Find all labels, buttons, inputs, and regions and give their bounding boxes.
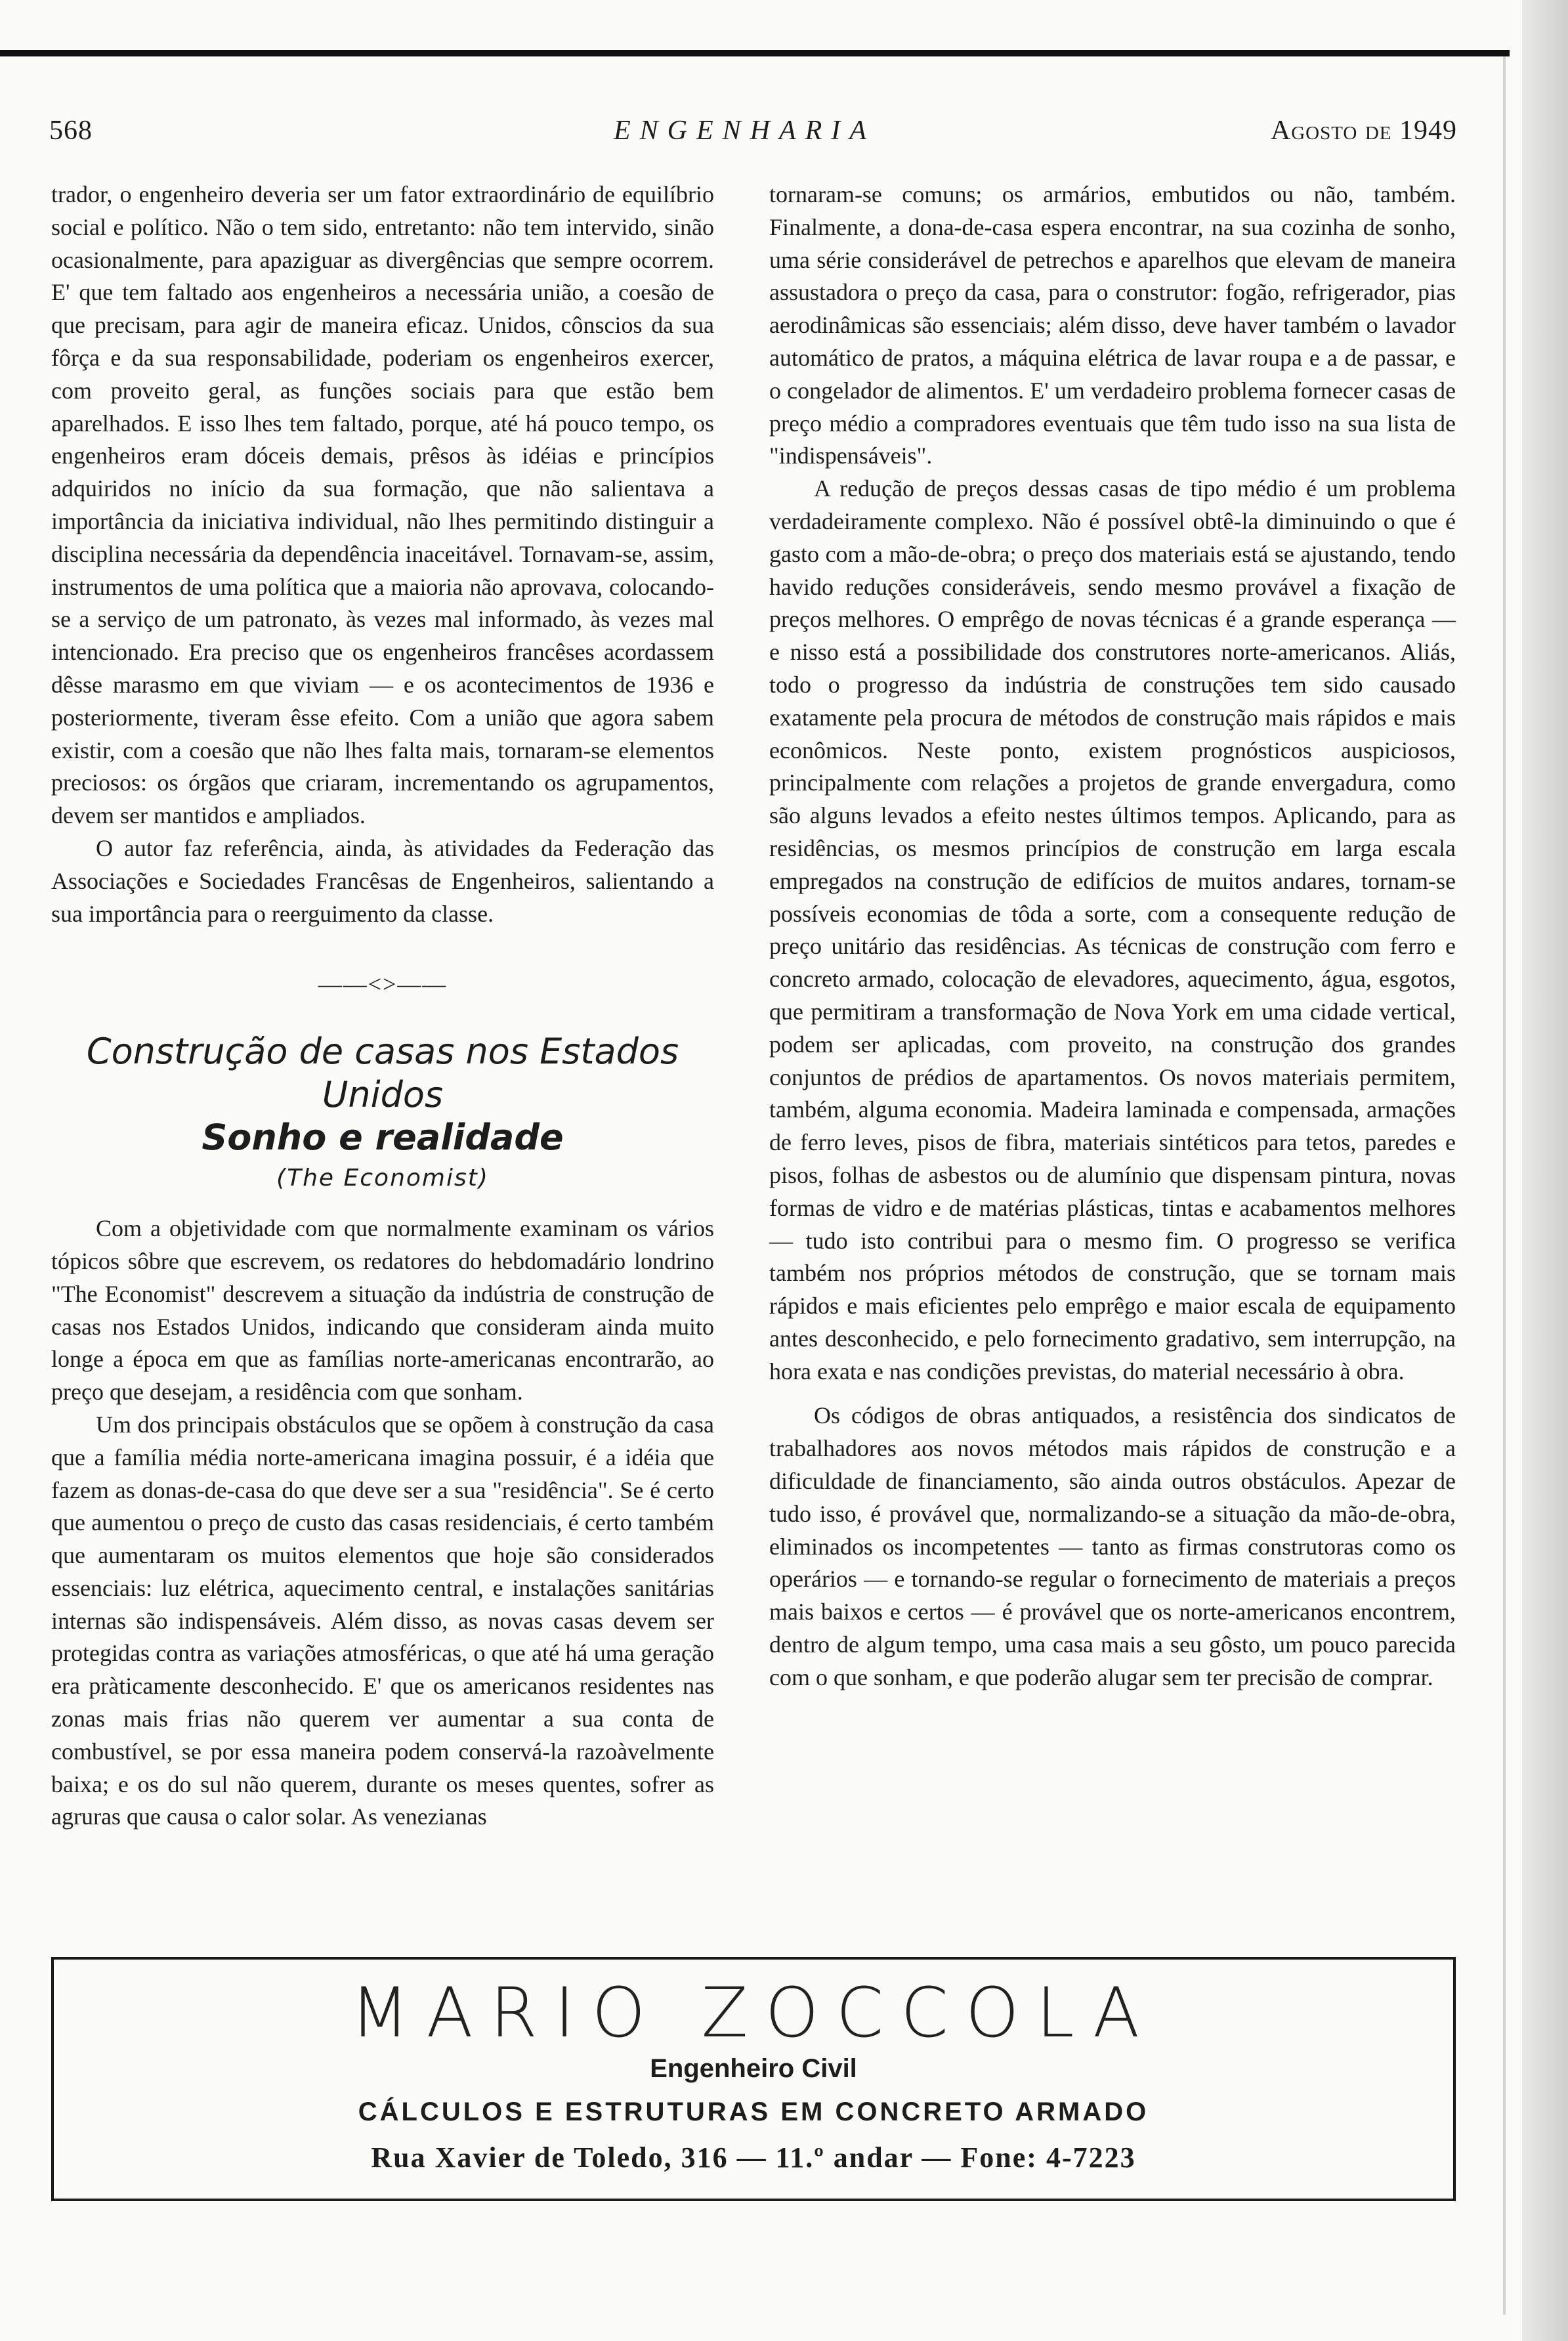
page-fold-line [1503,56,1506,2315]
advertisement-box [51,1957,1456,2201]
page-number: 568 [49,116,93,146]
article-paragraph: A redução de preços dessas casas de tipo médio é um problema verdadeiramente complexo. Não é possível obtê-la diminuindo o que é gasto com a mão-de-obra; o preço dos materiais está se ajustando, tendo havido reduções consideráveis, sendo mesmo provável a fixação de preços melhores. O emprêgo de novas técnicas é a grande esperança — e nisso está a possibilidade dos construtores norte-americanos. Aliás, todo o progresso da indústria de construções tem sido causado exatamente pela procura de métodos de construção mais rápidos e mais econômicos. Neste ponto, existem prognósticos auspiciosos, principalmente com relações a projetos de grande envergadura, como são alguns levados a efeito nestes últimos tempos. Aplicando, para as residências, os mesmos princípios de construção em larga escala empregados na construção de edifícios de muitos andares, tornam-se possíveis economias de tôda a sorte, com a consequente redução de preço unitário das residências. As técnicas de construção com ferro e concreto armado, colocação de elevadores, aquecimento, água, esgotos, que permitiram a transformação de Nova York em uma cidade vertical, podem ser aplicadas, com proveito, na construção dos grandes conjuntos de prédios de apartamentos. Os novos materiais permitem, também, alguma economia. Madeira laminada e compensada, armações de ferro leves, pisos de fibra, materiais sintéticos para tetos, paredes e pisos, folhas de asbestos ou de alumínio que dispensam pintura, novas formas de vidro e de matérias plásticas, tintas e acabamentos melhores — tudo isto contribui para o mesmo fim. O progresso se verifica também nos próprios métodos de construção, que se tornam mais rápidos e mais eficientes pelo emprêgo e maior escala de equipamento antes desconhecido, e pelo fornecimento gradativo, sem interrupção, na hora exata e nas condições previstas, do material necessário à obra. [769,475,1456,1385]
issue-date: Agosto de 1949 [1270,116,1457,146]
left-column [51,179,714,1834]
right-column [769,179,1456,1694]
article-paragraph: Com a objetividade com que normalmente examinam os vários tópicos sôbre que escrevem, os redatores do hebdomadário londrino "The Economist" descrevem a situação da indústria de construção de casas nos Estados Unidos, indicando que consideram ainda muito longe a época em que as famílias norte-americanas encontrarão, ao preço que desejam, a residência com que sonham. [51,1215,714,1406]
article-paragraph: Os códigos de obras antiquados, a resistência dos sindicatos de trabalhadores aos novos métodos mais rápidos de construção e a dificuldade de financiamento, são ainda outros obstáculos. Apezar de tudo isso, é provável que, normalizando-se a situação da mão-de-obra, eliminados os incompetentes — tanto as firmas construtoras como os operários — e tornando-se regular o fornecimento de materiais a preços mais baixos e certos — é provável que os norte-americanos encontrem, dentro de algum tempo, uma casa mais a seu gôsto, um pouco parecida com o que sonham, e que poderão alugar sem ter precisão de comprar. [769,1402,1456,1690]
advertiser-title: Engenheiro Civil [650,2054,857,2083]
advertiser-service: CÁLCULOS E ESTRUTURAS EM CONCRETO ARMADO [358,2097,1149,2126]
advertiser-address: Rua Xavier de Toledo, 316 — 11.º andar — Fone: 4-7223 [371,2141,1136,2174]
article-subtitle: Sonho e realidade [201,1117,564,1159]
advertiser-name: MARIO ZOCCOLA [350,1973,1157,2053]
article-title: Construção de casas nos Estados Unidos [86,1031,679,1116]
running-head [49,115,1457,154]
article-source: (The Economist) [276,1165,489,1192]
article-paragraph: tornaram-se comuns; os armários, embutidos ou não, também. Finalmente, a dona-de-casa espera encontrar, na sua cozinha de sonho, uma série considerável de petrechos e aparelhos que elevam de maneira assustadora o preço da casa, para o construtor: fogão, refrigerador, pias aerodinâmicas são essenciais; além disso, deve haver também o lavador automático de pratos, a máquina elétrica de lavar roupa e a de passar, e o congelador de alimentos. E' um verdadeiro problema fornecer casas de preço médio a compradores eventuais que têm tudo isso na sua lista de "indispensáveis". [769,181,1456,469]
top-rule [0,50,1510,56]
article-paragraph: Um dos principais obstáculos que se opõem à construção da casa que a família média norte-americana imagina possuir, é a idéia que fazem as donas-de-casa do que deve ser a sua "residência". Se é certo que aumentou o preço de custo das casas residenciais, é certo também que aumentaram os muitos elementos que hoje são considerados essenciais: luz elétrica, aquecimento central, e instalações sanitárias internas são indispensáveis. Além disso, as novas casas devem ser protegidas contra as variações atmosféricas, o que até há uma geração era pràticamente desconhecido. E' que os americanos residentes nas zonas mais frias não querem ver aumentar a sua conta de combustível, se por essa maneira podem conservá-la razoàvelmente baixa; e os do sul não querem, durante os meses quentes, sofrer as agruras que causa o calor solar. As venezianas [51,1411,714,1830]
scan-edge-shadow [1522,0,1568,2341]
continuation-paragraph: O autor faz referência, ainda, às atividades da Federação das Associações e Sociedades Francêsas de Engenheiros, salientando a sua importância para o reerguimento da classe. [51,834,714,927]
continuation-paragraph: trador, o engenheiro deveria ser um fator extraordinário de equilíbrio social e político. Não o tem sido, entretanto: não tem intervido, sinão ocasionalmente, para apaziguar as divergências que sempre ocorrem. E' que tem faltado aos engenheiros a necessária união, a coesão de que precisam, para agir de maneira eficaz. Unidos, cônscios da sua fôrça e da sua responsabilidade, poderiam os engenheiros exercer, com proveito geral, as funções sociais para que estão bem aparelhados. E isso lhes tem faltado, porque, até há pouco tempo, os engenheiros eram dóceis demais, prêsos às idéias e princípios adquiridos no início da sua formação, que não salientava a importância da iniciativa individual, não lhes permitindo distinguir a disciplina necessária da dependência inaceitável. Tornavam-se, assim, instrumentos de uma política que a maioria não aprovava, colocando-se a serviço de um patronato, às vezes mal informado, às vezes mal intencionado. Era preciso que os engenheiros francêses acordassem dêsse marasmo em que viviam — e os acontecimentos de 1936 e posteriormente, tiveram êsse efeito. Com a união que agora sabem existir, com a coesão que não lhes falta mais, tornaram-se elementos preciosos: os órgãos que criaram, incrementando os agrupamentos, devem ser mantidos e ampliados. [51,181,714,829]
journal-name: ENGENHARIA [614,116,876,146]
section-ornament: ——<>—— [318,971,448,998]
